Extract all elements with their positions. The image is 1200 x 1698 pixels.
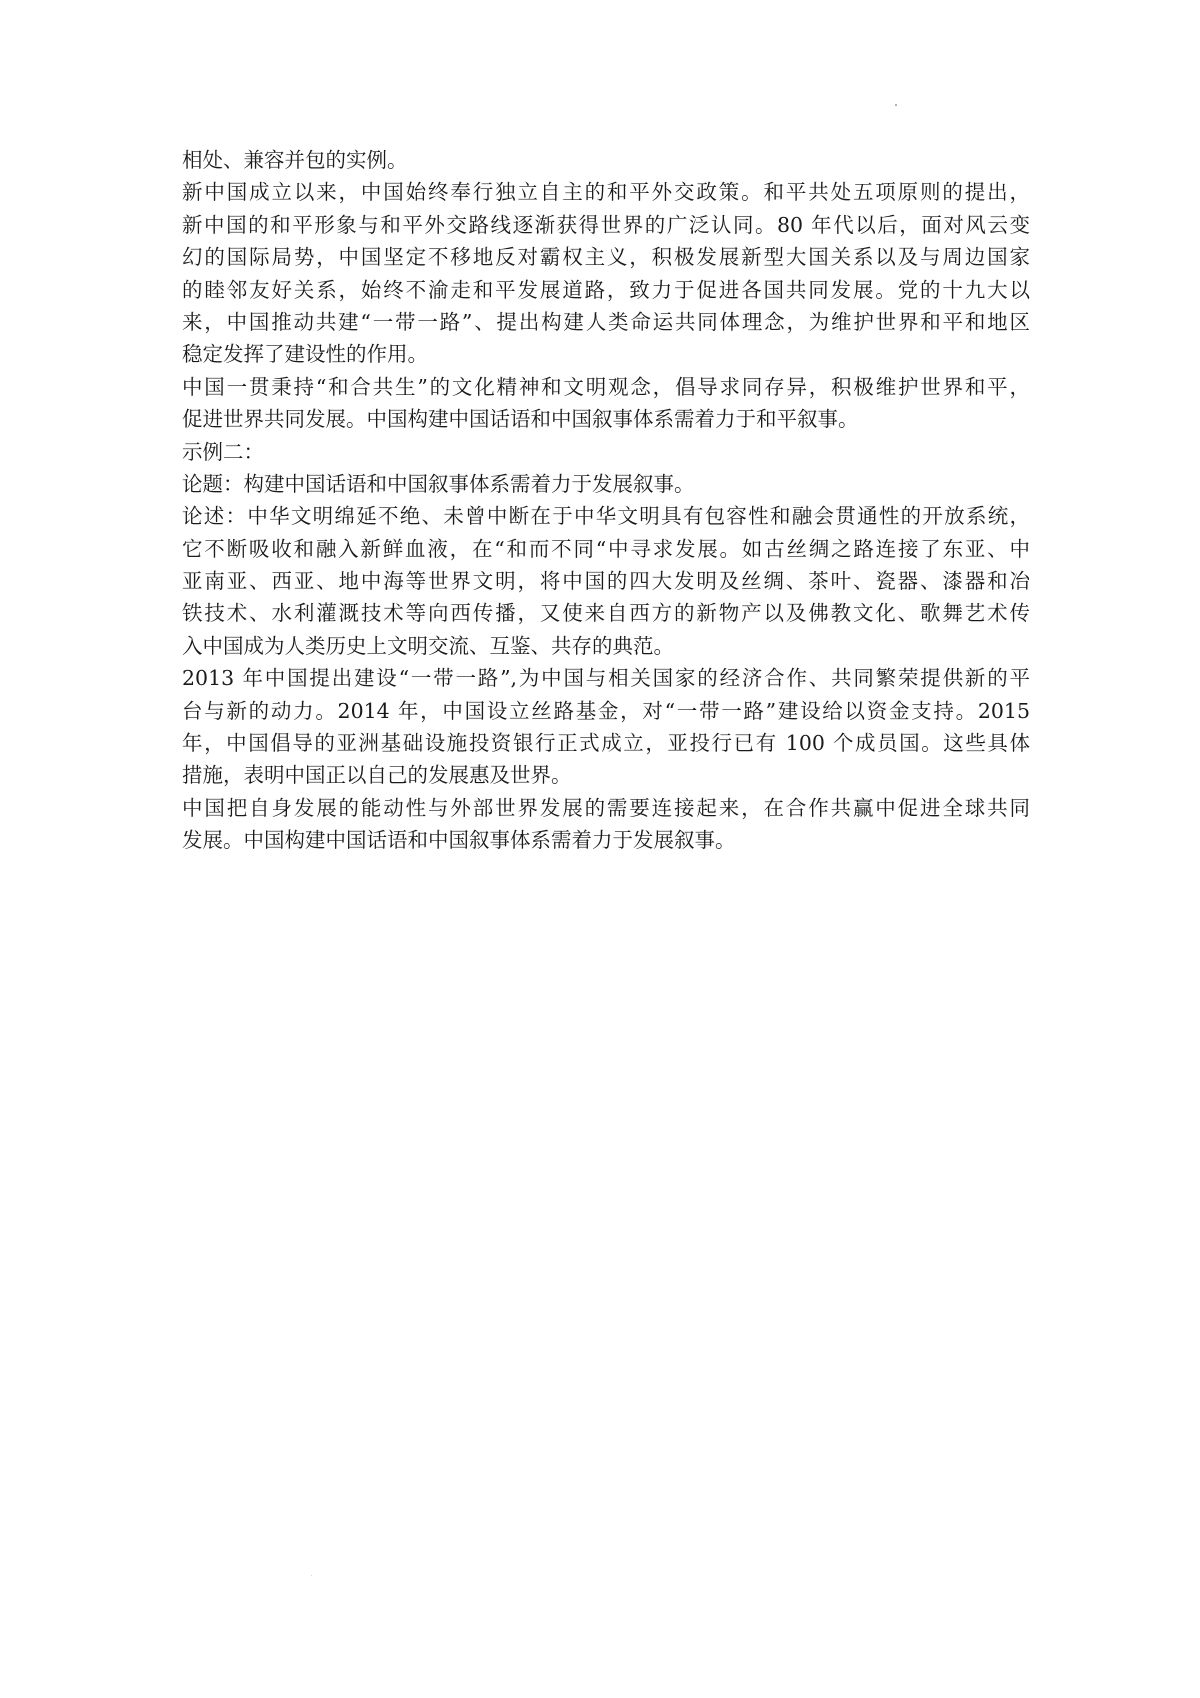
text-line: 相处、兼容并包的实例。 xyxy=(182,148,408,172)
text-line: 新中国成立以来，中国始终奉行独立自主的和平外交政策。和平共处五项原则的提出， xyxy=(182,180,1030,205)
text-line: 新中国的和平形象与和平外交路线逐渐获得世界的广泛认同。80 年代以后，面对风云变 xyxy=(182,212,1030,237)
text-line: 铁技术、水利灌溉技术等向西传播，又使来自西方的新物产以及佛教文化、歌舞艺术传 xyxy=(182,601,1030,626)
text-line: 2013 年中国提出建设“一带一路”,为中国与相关国家的经济合作、共同繁荣提供新的平 xyxy=(182,666,1030,691)
text-line: 幻的国际局势，中国坚定不移地反对霸权主义，积极发展新型大国关系以及与周边国家 xyxy=(182,245,1030,270)
text-line: 中国一贯秉持“和合共生”的文化精神和文明观念，倡导求同存异，积极维护世界和平， xyxy=(182,374,1030,399)
text-line: 论述：中华文明绵延不绝、未曾中断在于中华文明具有包容性和融会贯通性的开放系统， xyxy=(182,504,1030,529)
scan-speck xyxy=(311,1575,312,1576)
text-line: 入中国成为人类历史上文明交流、互鉴、共存的典范。 xyxy=(182,633,674,658)
text-line: 促进世界共同发展。中国构建中国话语和中国叙事体系需着力于和平叙事。 xyxy=(182,407,859,432)
text-line: 它不断吸收和融入新鲜血液，在“和而不同“中寻求发展。如古丝绸之路连接了东亚、中 xyxy=(182,536,1030,561)
text-line: 来，中国推动共建“一带一路”、提出构建人类命运共同体理念，为维护世界和平和地区 xyxy=(182,309,1030,334)
text-line: 措施，表明中国正以自己的发展惠及世界。 xyxy=(182,763,572,788)
text-line: 年，中国倡导的亚洲基础设施投资银行正式成立，亚投行已有 100 个成员国。这些具体 xyxy=(182,731,1030,756)
text-line: 亚南亚、西亚、地中海等世界文明，将中国的四大发明及丝绸、茶叶、瓷器、漆器和冶 xyxy=(182,569,1030,594)
document-body xyxy=(182,144,1030,857)
section-heading: 示例二： xyxy=(182,439,264,464)
text-line: 发展。中国构建中国话语和中国叙事体系需着力于发展叙事。 xyxy=(182,828,736,853)
text-line: 台与新的动力。2014 年，中国设立丝路基金，对“一带一路”建设给以资金支持。2015 xyxy=(182,698,1030,723)
scan-speck xyxy=(895,104,897,106)
text-line: 稳定发挥了建设性的作用。 xyxy=(182,342,428,367)
text-line: 的睦邻友好关系，始终不渝走和平发展道路，致力于促进各国共同发展。党的十九大以 xyxy=(182,277,1030,302)
thesis-line: 论题：构建中国话语和中国叙事体系需着力于发展叙事。 xyxy=(182,471,695,496)
text-line: 中国把自身发展的能动性与外部世界发展的需要连接起来，在合作共赢中促进全球共同 xyxy=(182,795,1030,820)
